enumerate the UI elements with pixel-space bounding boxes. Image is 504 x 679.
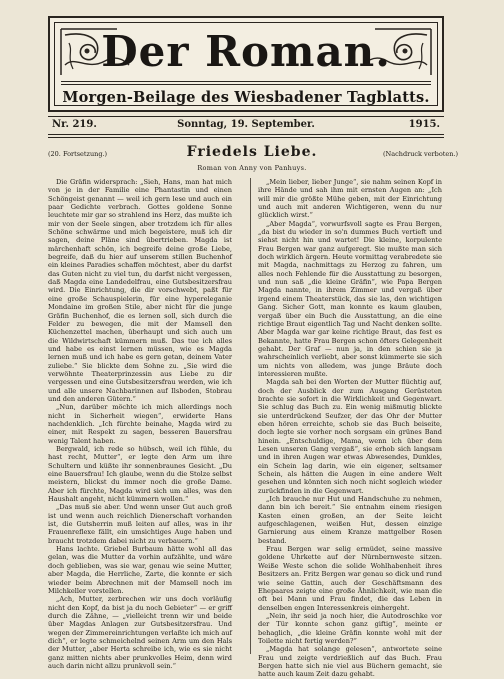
- paper-subtitle: Morgen-Beilage des Wiesbadener Tagblatts.: [62, 89, 430, 106]
- paragraph: „Nein, ihr seid ja noch hier, die Autodroschke vor der Tür konnte schon ganz giftig“, meinte er behaglich, „die kleine Gräfin konnte wohl mit der Toilette nicht fertig werden?“: [258, 611, 442, 645]
- issue-date: Sonntag, 19. September.: [177, 119, 315, 130]
- issue-year: 1915.: [408, 119, 440, 130]
- paragraph: „Magda hat solange gelesen“, antwortete seine Frau und zeigte verdrießlich auf das Buch. Frau Bergen hatte sich nie viel aus Büchern gemacht, sie hatte auch kaum Zeit dazu gehabt.: [258, 645, 442, 679]
- masthead-rule-bottom: [61, 84, 431, 85]
- column-divider: [250, 178, 251, 654]
- article-author: Roman von Anny von Panhuys.: [197, 164, 307, 172]
- issue-bar: [48, 118, 444, 134]
- paragraph: „Ach, Mutter, zerbrechen wir uns doch vorläufig nicht den Kopf, da bist ja du noch Gebieter“ — er griff durch die Zähne, — „vielleicht trenn wir und beide über Magdas Anlagen zur Gutsbesitzersfrau. Und wegen der Zimmereinrichtungen verlaßte ich mich auf dich“, er legte schmeichelnd seinen Arm um den Hals der Mutter, „aber Herta schreibe ich, wie es sie nicht ganz mitten nichts aber prunkvolles Heim, denn wird auch darin nicht allzu prunkvoll sein.“: [48, 595, 232, 670]
- paragraph: Hans lachte. Griebel Burbaum hätte wohl all das gelan, was die Mutter da vorhin aufzählte, und wäre doch geblieben, was sie war, genau wie seine Mutter, aber Magda, die Herrliche, Zarte, die konnte er sich wieder beim Abrechnen mit der Mamsell noch im Milchkeller vorstellen.: [48, 545, 232, 595]
- issue-rule-bottom: [48, 134, 444, 135]
- reprint-notice: (Nachdruck verboten.): [383, 150, 458, 158]
- masthead-rule-top: [61, 81, 431, 82]
- paragraph: Magda sah bei den Worten der Mutter flüchtig auf, doch der Ausblick der zum Ausgang Gerüsteten brachte sie sofort in die Wirklichkeit und Gegenwart. Sie schlug das Buch zu. Ein wenig mißmutig blickte sie unterdrückend Seufzer, der das Ohr der Mutter eben hören erreichte, schob sie das Buch beiseite, doch legte sie vorher noch sorgsam ein grünes Band hinein. „Entschuldige, Mama, wenn ich über dem Lesen unseren Gang vergaß“, sie erhob sich langsam und in ihren Augen war etwas Abwesendes, Dunkles, ein Schein lag darin, wie ein eigener, seltsamer Schein, als hätten die Augen in eine andere Welt gesehen und könnten sich noch nicht sogleich wieder zurückfinden in die Gegenwart.: [258, 378, 442, 495]
- paragraph: „Mein lieber, lieber Junge“, sie nahm seinen Kopf in ihre Hände und sah ihm mit ernsten Augen an: „Ich will mir die größte Mühe geben, mit der Einrichtung und auch mit anderen Wichtigeren, wenn du nur glücklich wirst.“: [258, 178, 442, 220]
- issue-rule-top: [48, 116, 444, 117]
- article-title: Friedels Liebe.: [186, 144, 318, 160]
- left-column: [48, 178, 232, 670]
- paragraph: „Nun, darüber möchte ich mich allerdings noch nicht in Sicherheit wiegen“, erwiderte Hans nachdenklich. „Ich fürchte beinahe, Magda wird zu einer, mit Respekt zu sagen, besseren Bauersfrau wenig Talent haben.: [48, 403, 232, 445]
- paper-title: Der Roman.: [101, 27, 391, 76]
- paragraph: „Das muß sie aber. Und wenn unser Gut auch groß ist und wenn auch reichlich Dienerschaft vorhanden ist, die Gutsherrin muß leiten auf alles, was in ihr Frauenreflexe fällt, ein umsichtiges Auge haben und braucht trotzdem dabei nicht zu verbauern.“: [48, 503, 232, 545]
- masthead: [48, 16, 444, 112]
- continuation-note: (20. Fortsetzung.): [48, 150, 108, 158]
- paragraph: Bergwald, ich rede so hübsch, weil ich fühle, du hast recht, Mutter“, er legte den Arm um ihre Schultern und küßte ihr sonnenbraunes Gesicht. „Du eine Bauersfrau! Ich glaube, wenn du die Stolze selbst meistern, blickst du immer noch die große Dame. Aber ich fürchte, Magda wird sich um alles, was den Haushalt angeht, nicht kümmern wollen.“: [48, 445, 232, 504]
- paragraph: Die Gräfin widersprach: „Sieh, Hans, man hat mich von je in der Familie eine Phantastin und einen Schöngeist genannt — weil ich gern lese und auch ein paar Gedichte verbrach. Gottes goldene Sonne leuchtete mir gar so strahlend ins Herz, das mußte ich mir von der Seele singen, aber trotzdem ich für alles Schöne schwärme und mich begeistere, muß ich dir sagen, deine Pläne sind übertrieben. Magda ist märchenhaft schön, ich begreife deine große Liebe, begreife, daß du hier auf unserem stillen Buchenhof ein kleines Paradies schaffen möchtest, aber du darfst das Guten nicht zu viel tun, du darfst nicht vergessen, daß Magda eine Landedelfrau, eine Gutsbesitzersfrau wird. Die Einrichtung, die dir vorschwebt, paßt für eine große Schauspielerin, für eine hypereleganie Mondaine im großen Stile, aber nicht für die junge Gräfin Buchenhof, die es lernen soll, sich durch die Felder zu bewegen, die mit der Mamsell den Küchenzettel machen, überhaupt und sich auch um die Wildwirtschaft kümmern muß. Das tue ich alles und habe es einst lernen müssen, wie es Magda lernen muß und ich habe es gern getan, deinem Vater zuliebe.“ Sie blickte dem Sohne zu. „Sie wird die verwöhnte Theaterprinzessin aus Liebe zu dir vergessen und eine Gutsbesitzersfrau werden, wie ich und alle unsere Nachbarinnen auf Ilsboden, Stobrau und den anderen Gütern.“: [48, 178, 232, 403]
- masthead-frame: [54, 22, 438, 106]
- right-column: [258, 178, 442, 679]
- paragraph: „Aber Magda“, vorwurfsvoll sagte es Frau Bergen, „da bist du wieder in so'n dummes Buch vertieft und siehst nicht hin und wartet! Die kleine, korpulente Frau Bergen war ganz aufgeregt. Sie mußte man sich doch wirklich ärgern. Heute vormittag verabredete sie mit Magda, nachmittags zu Herzog zu fahren, um alles noch Fehlende für die Ausstattung zu besorgen, und nun saß „die kleine Gräfin“, wie Papa Bergen Magda nannte, in ihrem Zimmer und vergaß über irgend einem Theaterstück, das sie las, den wichtigen Gang. Sicher Gott, man konnte es kaum glauben, vergaß über ein Buch die Ausstattung, an die eine richtige Braut eigentlich Tag und Nacht denken sollte. Aber Magda war gar keine richtige Braut, das fest es Bekannte, hatte Frau Bergen schon öfters Gelegenheit gehabt. Der Graf — nun ja, in den schien sie ja wahrscheinlich verliebt, aber sonst kümmerte sie sich um nichts von alledem, was junge Bräute doch interessieren mußte.: [258, 219, 442, 378]
- paragraph: „Ich brauche nur Hut und Handschuhe zu nehmen, dann bin ich bereit.“ Sie entnahm einem riesigen Kasten einen großen, an der Seite leicht aufgeschlagenen, weißen Hut, dessen einzige Garnierung aus einem Kranze mattgelber Rosen bestand.: [258, 495, 442, 545]
- issue-rule-double: [48, 137, 444, 138]
- paragraph: Frau Bergen war selig ermüdet, seine massive goldene Uhrkette auf der Nürnbernweste sitzen. Weiße Weste schon die solide Wohlhabenheit ihres Besitzers an. Fritz Bergen war genau so dick und rund wie seine Gattin, auch der Geschäftsmann des Ehepaares zeigte eine große Ähnlichkeit, wie man die oft bei Mann und Frau findet, die das Leben in denselben engen Interessenkreis einhergeht.: [258, 545, 442, 612]
- issue-number: Nr. 219.: [52, 119, 97, 130]
